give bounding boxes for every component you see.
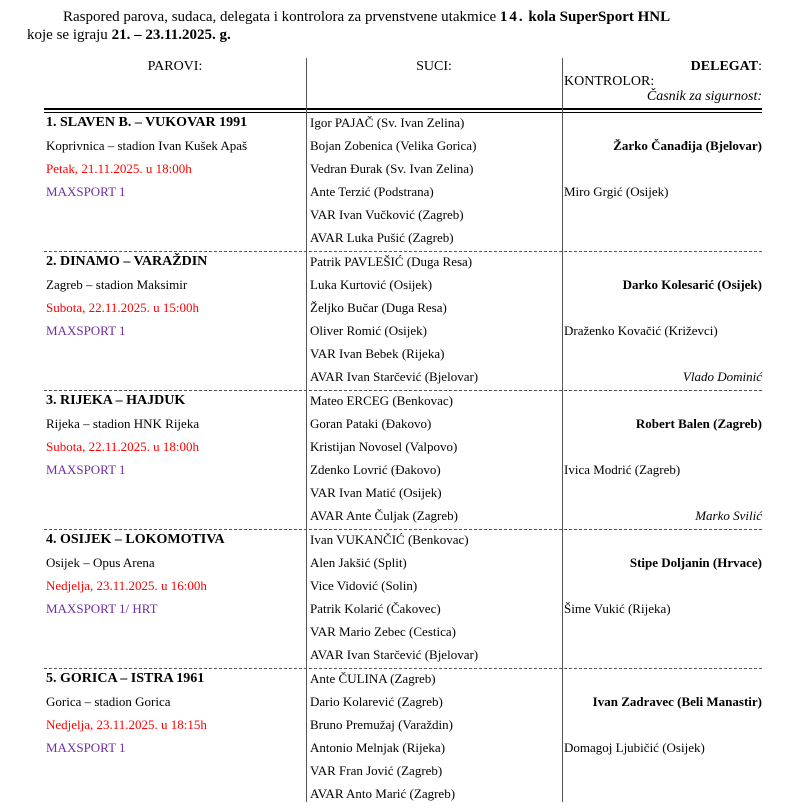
match-delegat: Ivan Zadravec (Beli Manastir) <box>592 694 762 710</box>
officials-spacer <box>566 159 762 182</box>
intro-text-2: koje se igraju <box>27 27 112 43</box>
header-suci: SUCI: <box>416 59 452 74</box>
officials-spacer <box>566 483 762 506</box>
match-referees <box>310 530 560 669</box>
referee-entry: VAR Fran Jović (Zagreb) <box>310 763 443 779</box>
referee-entry: Željko Bučar (Duga Resa) <box>310 300 447 316</box>
referee-entry: Antonio Melnjak (Rijeka) <box>310 740 446 756</box>
referee-entry: Ante Terzić (Podstrana) <box>310 184 434 200</box>
match-kontrolor: Domagoj Ljubičić (Osijek) <box>564 740 705 756</box>
match-title: 1. SLAVEN B. – VUKOVAR 1991 <box>46 115 248 130</box>
match-venue: Gorica – stadion Gorica <box>46 694 171 710</box>
round-dates: 21. – 23.11.2025. g. <box>111 27 231 43</box>
referee-entry: Ante ČULINA (Zagreb) <box>310 671 436 686</box>
match-delegat: Stipe Doljanin (Hrvace) <box>629 555 762 571</box>
referee-entry: Mateo ERCEG (Benkovac) <box>310 393 453 408</box>
match-tv: MAXSPORT 1 <box>46 184 126 200</box>
match-info <box>46 669 304 761</box>
match-casnik: Marko Svilić <box>695 508 762 524</box>
match-datetime: Subota, 22.11.2025. u 15:00h <box>46 300 199 316</box>
match-venue: Zagreb – stadion Maksimir <box>46 277 188 293</box>
referee-entry: Patrik Kolarić (Čakovec) <box>310 601 441 617</box>
match-casnik <box>566 645 762 668</box>
officials-spacer <box>566 298 762 321</box>
header-delegat-colon: : <box>758 59 762 74</box>
referee-entry: Goran Pataki (Đakovo) <box>310 416 432 432</box>
match-info <box>46 252 304 344</box>
officials-spacer <box>566 761 762 784</box>
match-block <box>44 391 762 530</box>
officials-spacer <box>566 344 762 367</box>
match-delegat: Darko Kolesarić (Osijek) <box>622 277 762 293</box>
officials-spacer <box>566 530 762 553</box>
match-datetime: Nedjelja, 23.11.2025. u 18:15h <box>46 717 207 733</box>
referee-entry: Luka Kurtović (Osijek) <box>310 277 433 293</box>
match-casnik: Vlado Dominić <box>682 369 762 385</box>
league-name: kola SuperSport HNL <box>524 9 671 25</box>
match-info <box>46 530 304 622</box>
match-delegat: Žarko Čanađija (Bjelovar) <box>613 138 762 154</box>
referee-entry: Alen Jakšić (Split) <box>310 555 407 571</box>
referee-entry: Dario Kolarević (Zagreb) <box>310 694 443 710</box>
referee-entry: Ivan VUKANČIĆ (Benkovac) <box>310 532 469 547</box>
referee-entry: Kristijan Novosel (Valpovo) <box>310 439 458 455</box>
match-kontrolor: Draženko Kovačić (Križevci) <box>564 323 718 339</box>
match-block <box>44 669 762 807</box>
match-tv: MAXSPORT 1 <box>46 740 126 756</box>
round-number: 14. <box>499 9 525 25</box>
referee-entry: AVAR Ivan Starčević (Bjelovar) <box>310 369 479 385</box>
match-tv: MAXSPORT 1 <box>46 323 126 339</box>
match-title: 3. RIJEKA – HAJDUK <box>46 393 186 408</box>
referee-entry: AVAR Ante Čuljak (Zagreb) <box>310 508 458 524</box>
intro-line-1 <box>27 8 772 26</box>
match-tv: MAXSPORT 1/ HRT <box>46 601 158 617</box>
match-delegat: Robert Balen (Zagreb) <box>635 416 762 432</box>
referee-entry: Patrik PAVLEŠIĆ (Duga Resa) <box>310 254 473 269</box>
match-referees <box>310 669 560 808</box>
document-intro <box>27 8 772 44</box>
intro-line-2 <box>27 26 772 44</box>
header-kontrolor: KONTROLOR: <box>564 74 655 89</box>
match-officials <box>566 113 762 252</box>
officials-spacer <box>566 715 762 738</box>
match-referees <box>310 252 560 391</box>
referee-entry: AVAR Luka Pušić (Zagreb) <box>310 230 454 246</box>
match-tv: MAXSPORT 1 <box>46 462 126 478</box>
officials-spacer <box>566 113 762 136</box>
referee-entry: Igor PAJAČ (Sv. Ivan Zelina) <box>310 115 465 130</box>
match-list <box>44 113 762 807</box>
match-block <box>44 252 762 391</box>
referee-entry: Vedran Đurak (Sv. Ivan Zelina) <box>310 161 474 177</box>
referee-entry: Bruno Premužaj (Varaždin) <box>310 717 453 733</box>
header-casnik: Časnik za sigurnost: <box>646 89 762 104</box>
match-venue: Koprivnica – stadion Ivan Kušek Apaš <box>46 138 248 154</box>
referee-entry: Zdenko Lovrić (Đakovo) <box>310 462 441 478</box>
match-title: 5. GORICA – ISTRA 1961 <box>46 671 205 686</box>
intro-text: Raspored parova, sudaca, delegata i kontrolora za prvenstvene utakmice <box>63 9 500 25</box>
match-officials <box>566 530 762 669</box>
match-info <box>46 113 304 205</box>
officials-spacer <box>566 622 762 645</box>
referee-entry: AVAR Ivan Starčević (Bjelovar) <box>310 647 479 663</box>
referee-entry: VAR Mario Zebec (Cestica) <box>310 624 456 640</box>
match-referees <box>310 391 560 530</box>
match-title: 4. OSIJEK – LOKOMOTIVA <box>46 532 225 547</box>
referee-entry: VAR Ivan Bebek (Rijeka) <box>310 346 445 362</box>
referee-entry: Oliver Romić (Osijek) <box>310 323 427 339</box>
referee-entry: Bojan Zobenica (Velika Gorica) <box>310 138 477 154</box>
header-officials <box>562 58 762 105</box>
officials-spacer <box>566 391 762 414</box>
referee-entry: VAR Ivan Vučković (Zagreb) <box>310 207 464 223</box>
match-officials <box>566 669 762 808</box>
header-delegat-label: DELEGAT <box>690 59 759 74</box>
match-casnik <box>566 228 762 251</box>
match-datetime: Subota, 22.11.2025. u 18:00h <box>46 439 199 455</box>
referee-entry: Vice Vidović (Solin) <box>310 578 418 594</box>
match-kontrolor: Ivica Modrić (Zagreb) <box>564 462 681 478</box>
match-kontrolor: Šime Vukić (Rijeka) <box>564 601 671 617</box>
match-officials <box>566 391 762 530</box>
officials-spacer <box>566 437 762 460</box>
match-datetime: Petak, 21.11.2025. u 18:00h <box>46 161 192 177</box>
match-block <box>44 530 762 669</box>
match-casnik <box>566 784 762 807</box>
officials-spacer <box>566 576 762 599</box>
officials-spacer <box>566 669 762 692</box>
match-title: 2. DINAMO – VARAŽDIN <box>46 254 208 269</box>
referee-entry: AVAR Anto Marić (Zagreb) <box>310 786 456 802</box>
referee-entry: VAR Ivan Matić (Osijek) <box>310 485 442 501</box>
match-kontrolor: Miro Grgić (Osijek) <box>564 184 669 200</box>
schedule-table <box>44 58 762 807</box>
match-venue: Rijeka – stadion HNK Rijeka <box>46 416 200 432</box>
match-officials <box>566 252 762 391</box>
match-referees <box>310 113 560 252</box>
match-info <box>46 391 304 483</box>
match-venue: Osijek – Opus Arena <box>46 555 155 571</box>
table-header <box>44 58 762 108</box>
match-block <box>44 113 762 252</box>
officials-spacer <box>566 205 762 228</box>
header-parovi: PAROVI: <box>147 59 203 74</box>
match-datetime: Nedjelja, 23.11.2025. u 16:00h <box>46 578 207 594</box>
officials-spacer <box>566 252 762 275</box>
